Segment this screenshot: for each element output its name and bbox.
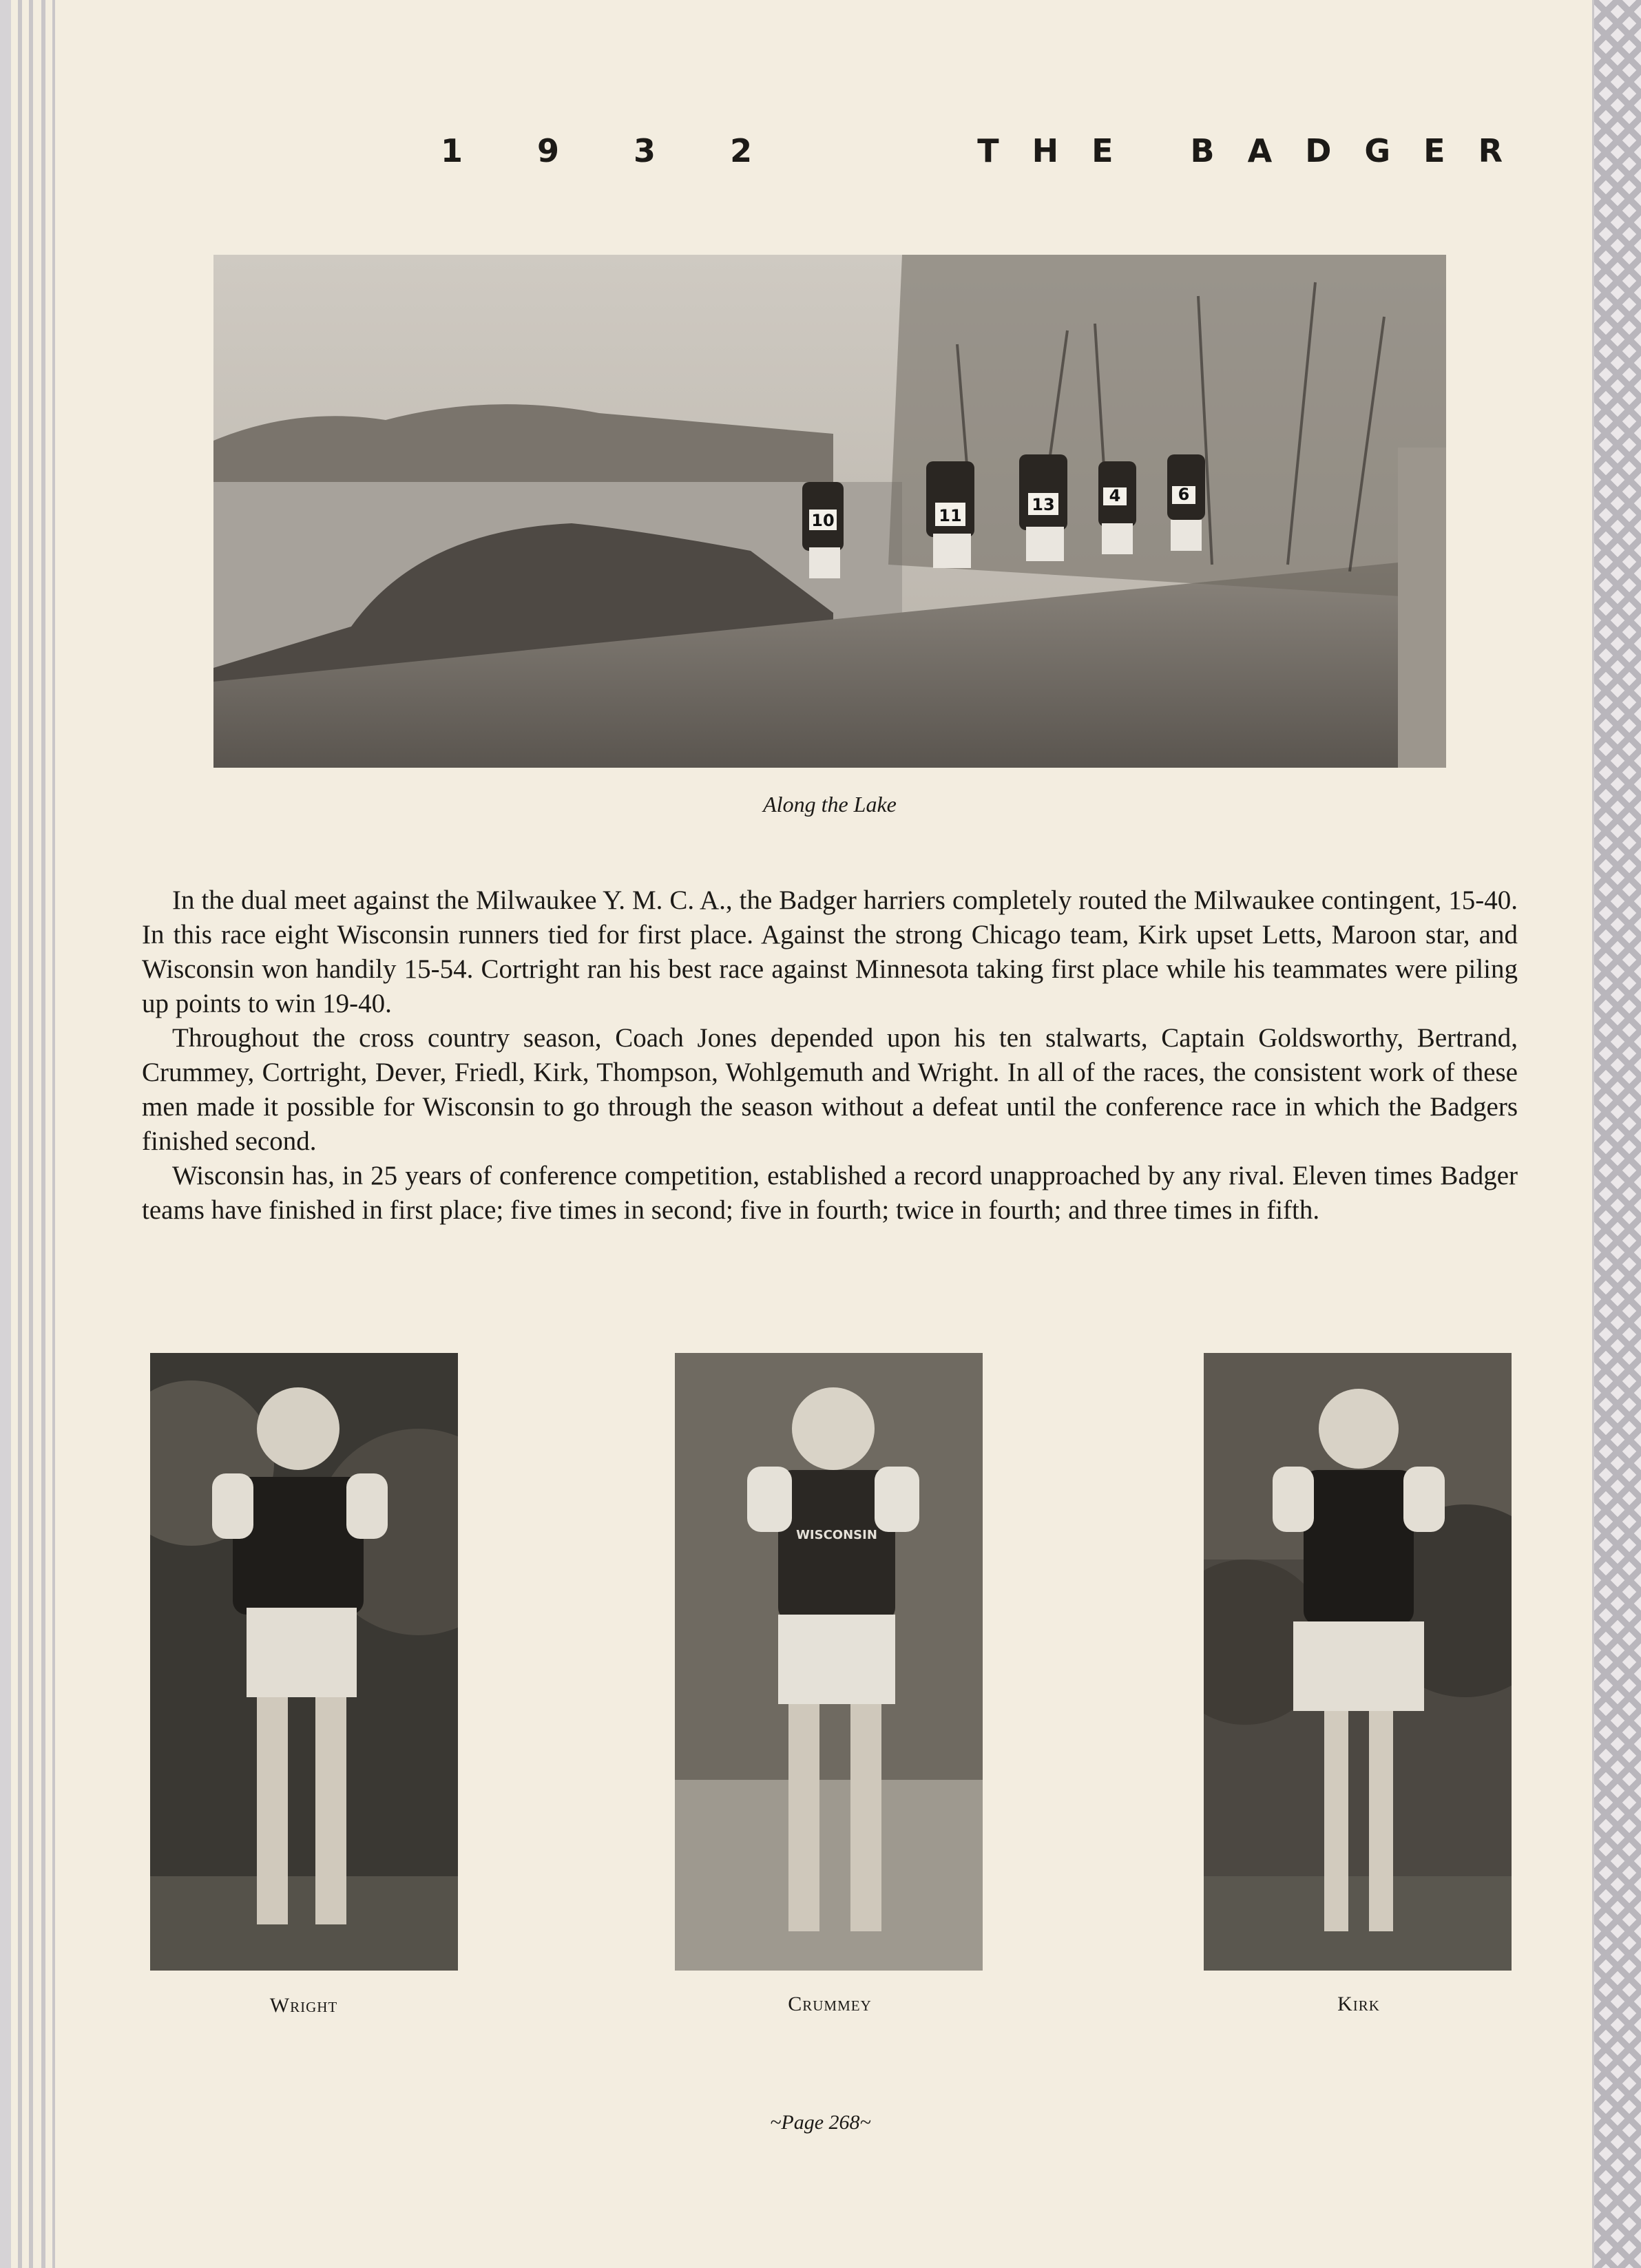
portrait-caption-crummey: Crummey: [788, 1993, 872, 2015]
main-photo-caption: Along the Lake: [763, 792, 897, 817]
page-header: [441, 132, 1536, 180]
header-title: THE BADGER: [977, 132, 1536, 169]
paragraph: In the dual meet against the Milwaukee Y. M. C. A., the Badger harriers completely routed the Milwaukee contingent, 15-40. In this race eight Wisconsin runners tied for first place. Against the strong Chicago team, Kirk upset Letts, Maroon star, and Wisconsin won handily 15-54. Cortright ran his best race against Minnesota taking first place while his teammates were piling up points to win 19-40.: [142, 885, 1518, 1018]
bib-number: 11: [939, 506, 962, 525]
bib-number: 10: [811, 511, 835, 530]
bib-number: 13: [1032, 495, 1055, 514]
bib-number: 6: [1178, 485, 1190, 504]
header-year: 1 9 3 2: [441, 132, 784, 169]
left-border-rule: [29, 0, 33, 2268]
right-diamond-border: [1594, 0, 1641, 2268]
portrait-photo-wright: [150, 1353, 458, 1971]
page-number: ~Page 268~: [770, 2111, 871, 2134]
portrait-caption-kirk: Kirk: [1337, 1993, 1380, 2015]
main-photo-along-the-lake: [213, 255, 1446, 768]
jersey-lettering: WISCONSIN: [796, 1528, 877, 1542]
paragraph: Wisconsin has, in 25 years of conference competition, established a record unapproached by any rival. Eleven times Badger teams have finished in first place; five times in second; five in fourth; twice in fourth; and three times in fifth.: [142, 1161, 1518, 1225]
left-border-rule: [18, 0, 22, 2268]
paragraph: Throughout the cross country season, Coach Jones depended upon his ten stalwarts, Captain Goldsworthy, Bertrand, Crummey, Cortright, Dever, Friedl, Kirk, Thompson, Wohlgemuth and Wright. In all of the races, the consistent work of these men made it possible for Wisconsin to go through the season without a defeat until the conference race in which the Badgers finished second.: [142, 1023, 1518, 1156]
portrait-photo-kirk: [1204, 1353, 1512, 1971]
article-body: [142, 883, 1518, 1228]
portrait-photo-crummey: [675, 1353, 983, 1971]
left-border-rule: [52, 0, 55, 2268]
left-border-rule: [41, 0, 45, 2268]
left-border-rule: [0, 0, 11, 2268]
bib-number: 4: [1109, 486, 1121, 505]
portrait-caption-wright: Wright: [269, 1994, 338, 2017]
